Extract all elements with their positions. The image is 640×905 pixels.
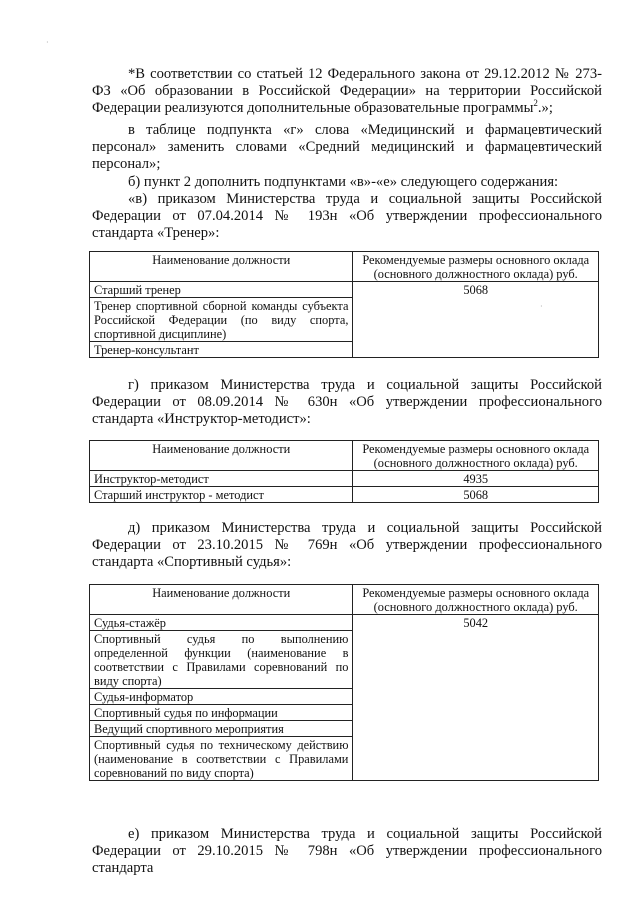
column-header-salary: Рекомендуемые размеры основного оклада (основного должностного оклада) руб. [353, 585, 599, 615]
table-header-row [90, 252, 599, 282]
position-cell: Инструктор-методист [90, 471, 353, 487]
paragraph-item-d: д) приказом Министерства труда и социальной защиты Российской Федерации от 23.10.2015 № 769н «Об утверждении профессионального стандарта «Спортивный судья»: [92, 520, 602, 570]
position-cell: Старший тренер [90, 282, 353, 298]
table-judge [89, 584, 599, 781]
position-cell: Спортивный судья по выполнению определенной функции (наименование в соответствии с Правилами соревнований по виду спорта) [90, 631, 353, 689]
paragraph-tail: .»; [537, 100, 553, 116]
position-cell: Спортивный судья по информации [90, 705, 353, 721]
paragraph-text: *В соответствии со статьей 12 Федерального закона от 29.12.2012 № 273-ФЗ «Об образовании в Российской Федерации» на территории Российской Федерации реализуются дополнительные образовательные программы [92, 66, 602, 116]
column-header-position: Наименование должности [90, 252, 353, 282]
position-cell: Ведущий спортивного мероприятия [90, 721, 353, 737]
position-cell: Тренер спортивной сборной команды субъекта Российской Федерации (по виду спорта, спортивной дисциплине) [90, 298, 353, 342]
table-instructor [89, 440, 599, 503]
table-trainer [89, 251, 599, 358]
paragraph-footnote-quote [92, 66, 602, 117]
position-cell: Судья-информатор [90, 689, 353, 705]
column-header-position: Наименование должности [90, 441, 353, 471]
footnote-marker: 2 [533, 98, 538, 109]
position-cell: Судья-стажёр [90, 615, 353, 631]
position-cell: Старший инструктор - методист [90, 487, 353, 503]
table-row [90, 487, 599, 503]
column-header-salary: Рекомендуемые размеры основного оклада (основного должностного оклада) руб. [353, 252, 599, 282]
salary-cell: 5068 [353, 487, 599, 503]
scan-speck: · [46, 38, 49, 47]
column-header-salary: Рекомендуемые размеры основного оклада (основного должностного оклада) руб. [353, 441, 599, 471]
table-row [90, 471, 599, 487]
paragraph-table-amendment: в таблице подпункта «г» слова «Медицинский и фармацевтический персонал» заменить словами «Средний медицинский и фармацевтический персонал»; [92, 122, 602, 172]
column-header-position: Наименование должности [90, 585, 353, 615]
paragraph-item-e: е) приказом Министерства труда и социальной защиты Российской Федерации от 29.10.2015 № 798н «Об утверждении профессионального стандарта [92, 826, 602, 876]
paragraph-item-b: б) пункт 2 дополнить подпунктами «в»-«е» следующего содержания: [128, 174, 559, 190]
salary-cell: 4935 [353, 471, 599, 487]
position-cell: Спортивный судья по техническому действию (наименование в соответствии с Правилами соревнований по виду спорта) [90, 737, 353, 781]
salary-cell: 5042 [353, 615, 599, 781]
salary-cell: 5068 [353, 282, 599, 358]
paragraph-item-g: г) приказом Министерства труда и социальной защиты Российской Федерации от 08.09.2014 № 630н «Об утверждении профессионального стандарта «Инструктор-методист»: [92, 377, 602, 427]
table-header-row [90, 441, 599, 471]
scan-speck: · [540, 302, 543, 311]
table-header-row [90, 585, 599, 615]
table-row [90, 615, 599, 631]
table-row [90, 282, 599, 298]
position-cell: Тренер-консультант [90, 342, 353, 358]
paragraph-item-v: «в) приказом Министерства труда и социальной защиты Российской Федерации от 07.04.2014 № 193н «Об утверждении профессионального стандарта «Тренер»: [92, 191, 602, 241]
